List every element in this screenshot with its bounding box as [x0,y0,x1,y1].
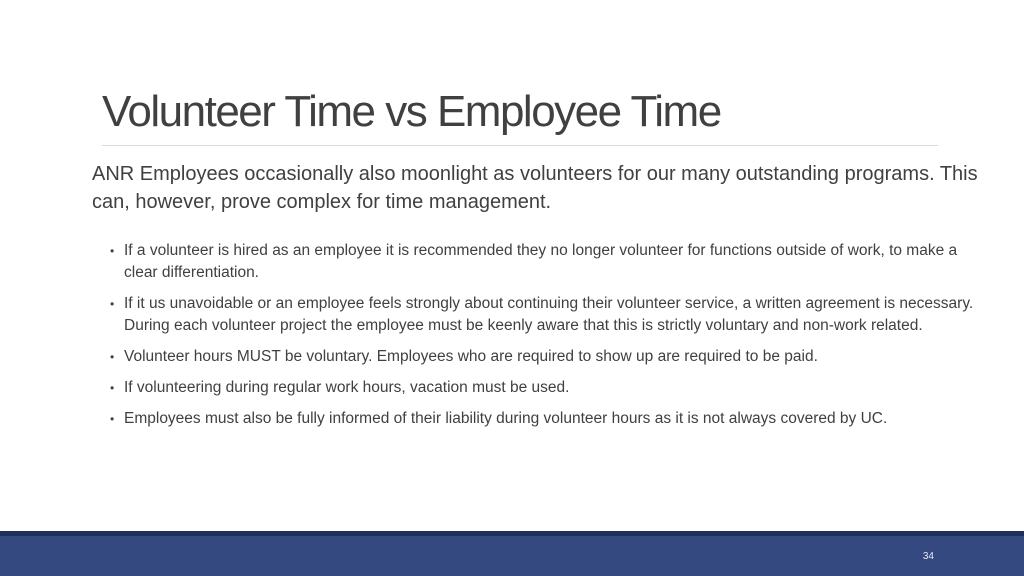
bullet-icon: • [110,297,115,311]
page-number: 34 [922,551,934,562]
footer-accent-line [0,531,1024,536]
title-divider [102,145,938,146]
slide-title: Volunteer Time vs Employee Time [102,87,721,136]
bullet-icon: • [110,412,115,426]
bullet-text: If volunteering during regular work hours, vacation must be used. [124,379,570,396]
bullet-text: If a volunteer is hired as an employee it is recommended they no longer volunteer for functions outside of work, to make a clear differentiation. [124,242,958,281]
footer-band [0,531,1024,576]
bullet-item [108,408,988,430]
bullet-item [108,377,988,399]
bullet-item [108,293,988,337]
bullet-text: If it us unavoidable or an employee feels strongly about continuing their volunteer service, a written agreement is necessary. During each volunteer project the employee must be keenly aware that this is strictly voluntary and non-work related. [124,295,974,334]
bullet-icon: • [110,244,115,258]
bullet-text: Employees must also be fully informed of their liability during volunteer hours as it is not always covered by UC. [124,410,888,427]
intro-paragraph: ANR Employees occasionally also moonlight as volunteers for our many outstanding programs. This can, however, prove complex for time management. [92,163,978,213]
bullet-item [108,240,988,284]
bullet-icon: • [110,381,115,395]
bullet-list [108,240,988,439]
bullet-icon: • [110,350,115,364]
bullet-text: Volunteer hours MUST be voluntary. Employees who are required to show up are required to be paid. [124,348,818,365]
bullet-item [108,346,988,368]
